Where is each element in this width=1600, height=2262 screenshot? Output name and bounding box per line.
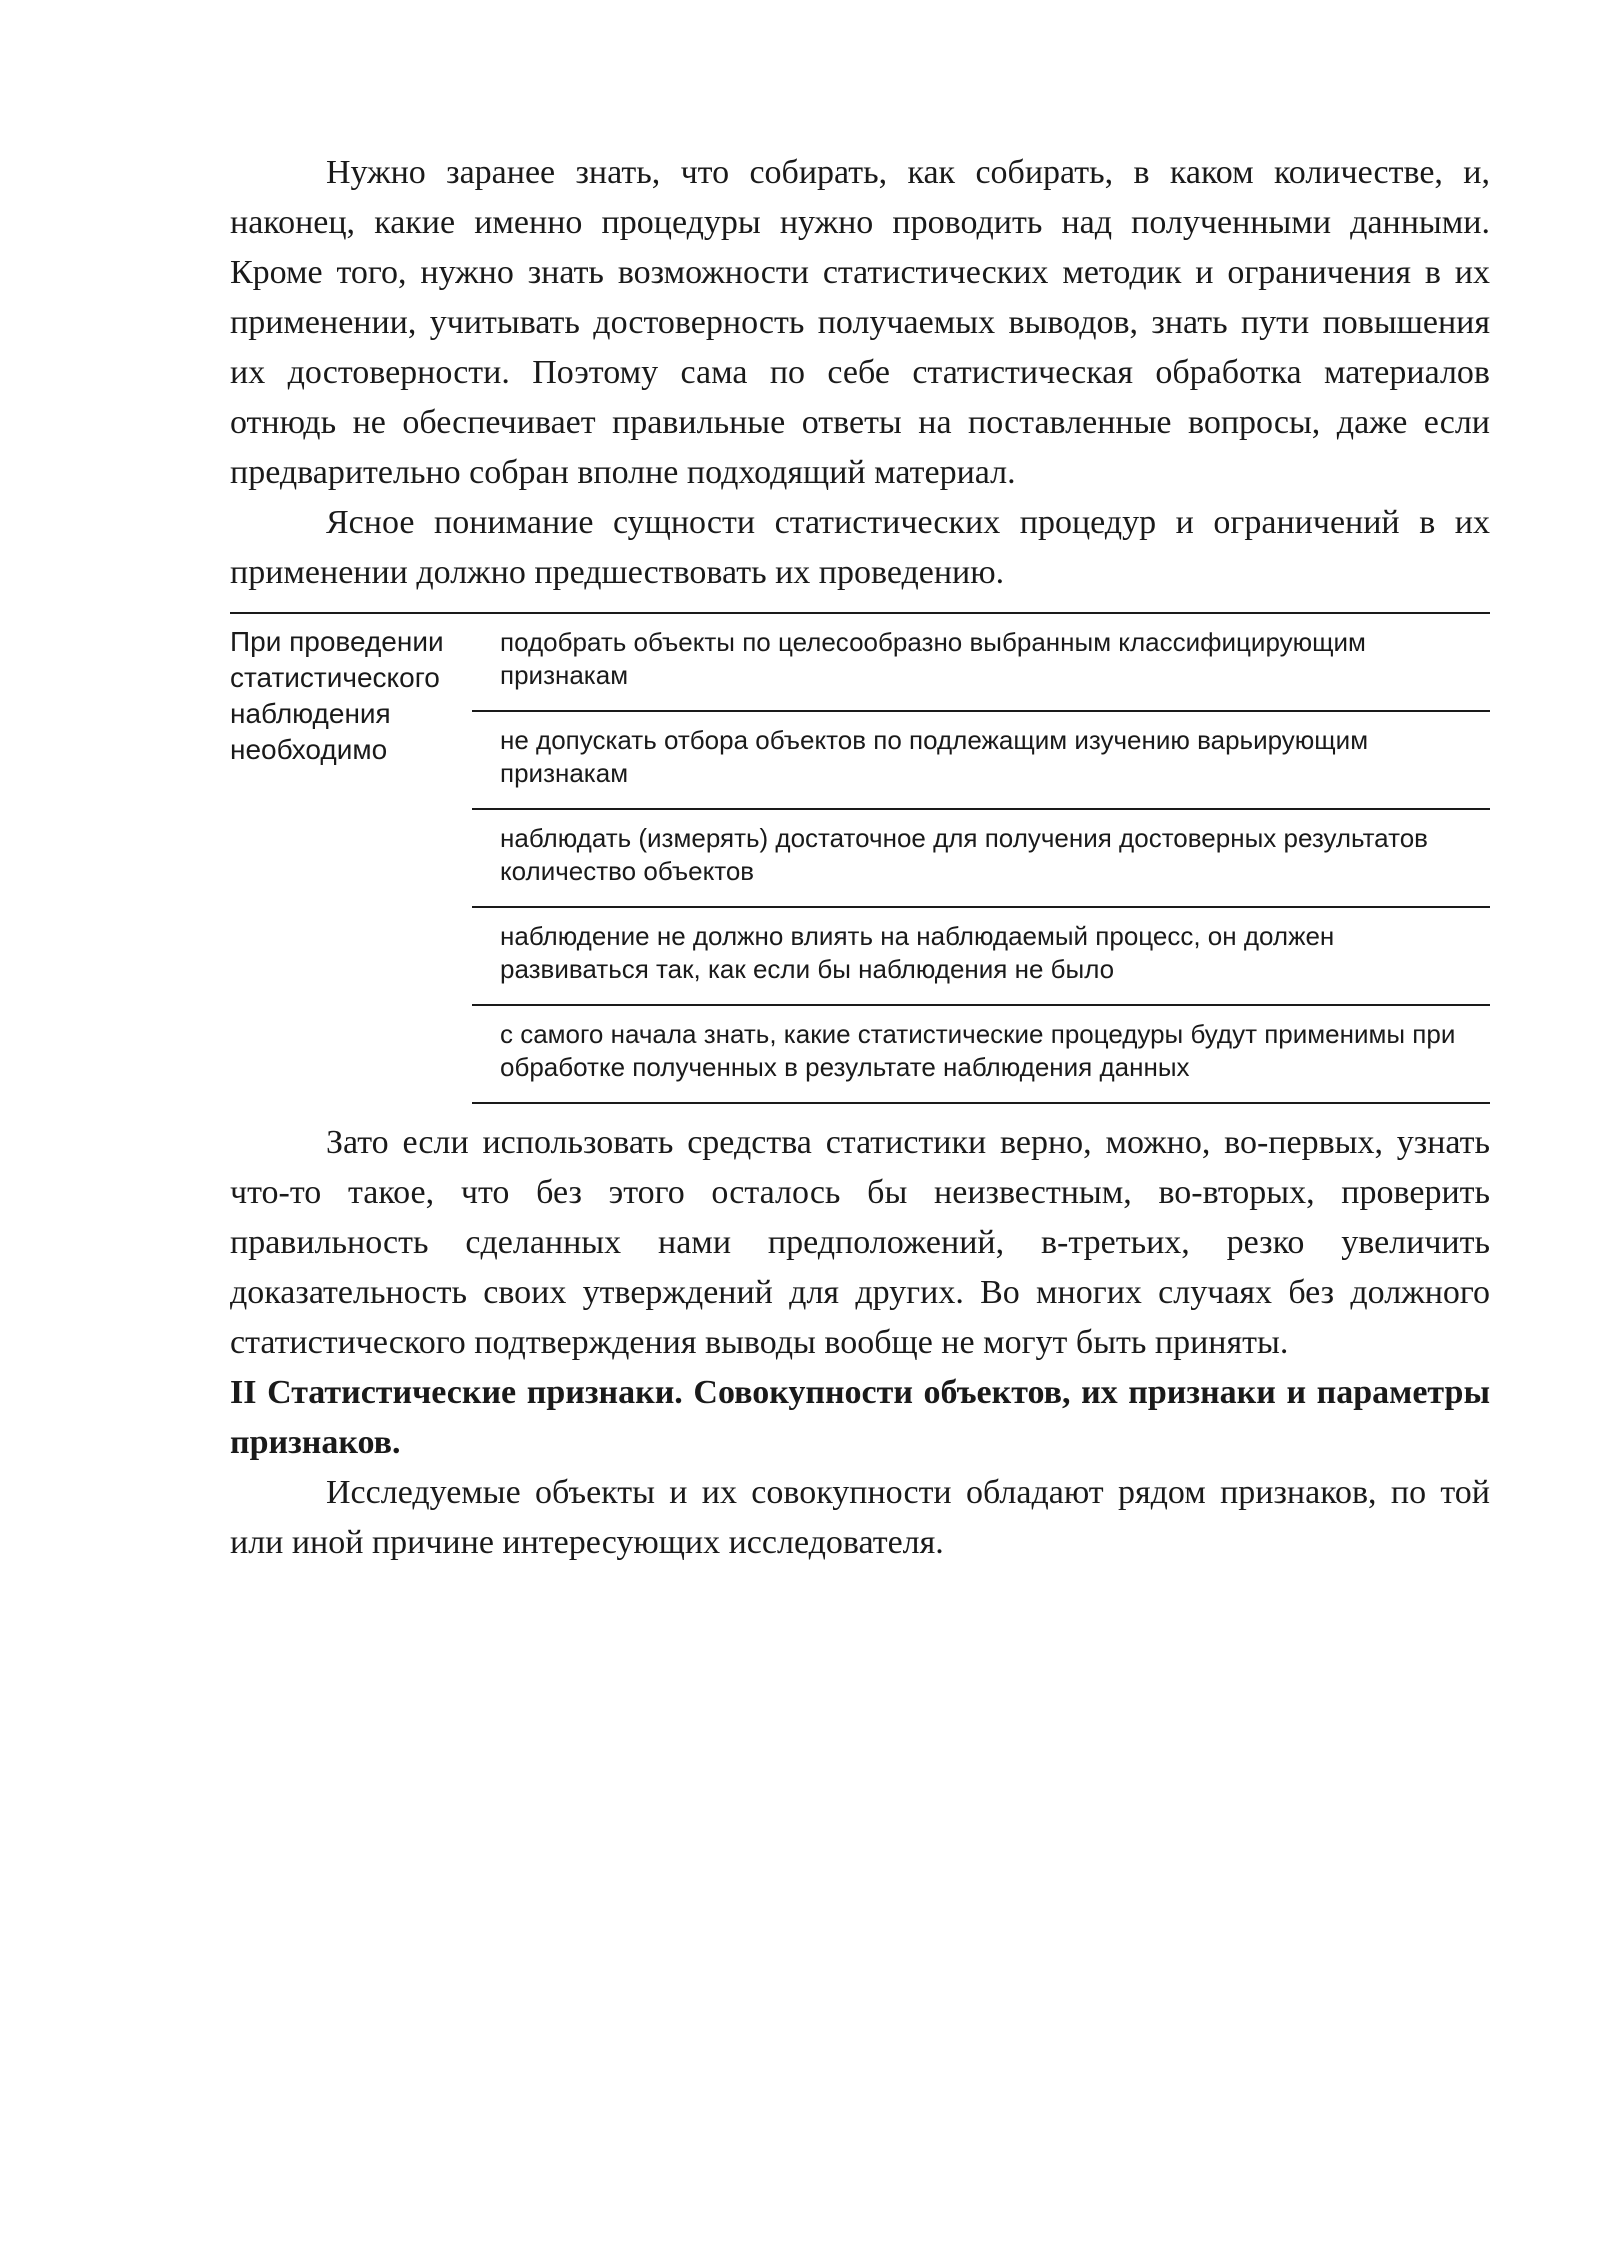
scheme-item: наблюдать (измерять) достаточное для получения достоверных результатов количество объектов <box>472 810 1490 908</box>
section-heading: II Статистические признаки. Совокупности объектов, их признаки и параметры признаков. <box>230 1374 1490 1461</box>
paragraph-objects: Исследуемые объекты и их совокупности обладают рядом признаков, по той или иной причине интересующих исследователя. <box>230 1474 1490 1561</box>
paragraph-statistics-benefits: Зато если использовать средства статистики верно, можно, во-первых, узнать что-то такое, что без этого осталось бы неизвестным, во-вторых, проверить правильность сделанных нами предположений, в-третьих, резко увеличить доказательность своих утверждений для других. Во многих случаях без должного статистического подтверждения выводы вообще не могут быть приняты. <box>230 1124 1490 1361</box>
paragraph-intro: Нужно заранее знать, что собирать, как собирать, в каком количестве, и, наконец, какие именно процедуры нужно проводить над полученными данными. Кроме того, нужно знать возможности статистических методик и ограничения в их применении, учитывать достоверность получаемых выводов, знать пути повышения их достоверности. Поэтому сама по себе статистическая обработка материалов отнюдь не обеспечивает правильные ответы на поставленные вопросы, даже если предварительно собран вполне подходящий материал. <box>230 154 1490 491</box>
paragraph-understanding: Ясное понимание сущности статистических процедур и ограничений в их применении должно предшествовать их проведению. <box>230 504 1490 591</box>
scheme-item: наблюдение не должно влиять на наблюдаемый процесс, он должен развиваться так, как если бы наблюдения не было <box>472 908 1490 1006</box>
document-page <box>230 148 1490 1568</box>
observation-requirements-scheme <box>230 612 1490 1104</box>
scheme-items-list <box>472 614 1490 1104</box>
scheme-item: с самого начала знать, какие статистические процедуры будут применимы при обработке полученных в результате наблюдения данных <box>472 1006 1490 1104</box>
scheme-item: не допускать отбора объектов по подлежащим изучению варьирующим признакам <box>472 712 1490 810</box>
scheme-item: подобрать объекты по целесообразно выбранным классифицирующим признакам <box>472 614 1490 712</box>
scheme-left-label: При проведении статистического наблюдения необходимо <box>230 626 444 765</box>
